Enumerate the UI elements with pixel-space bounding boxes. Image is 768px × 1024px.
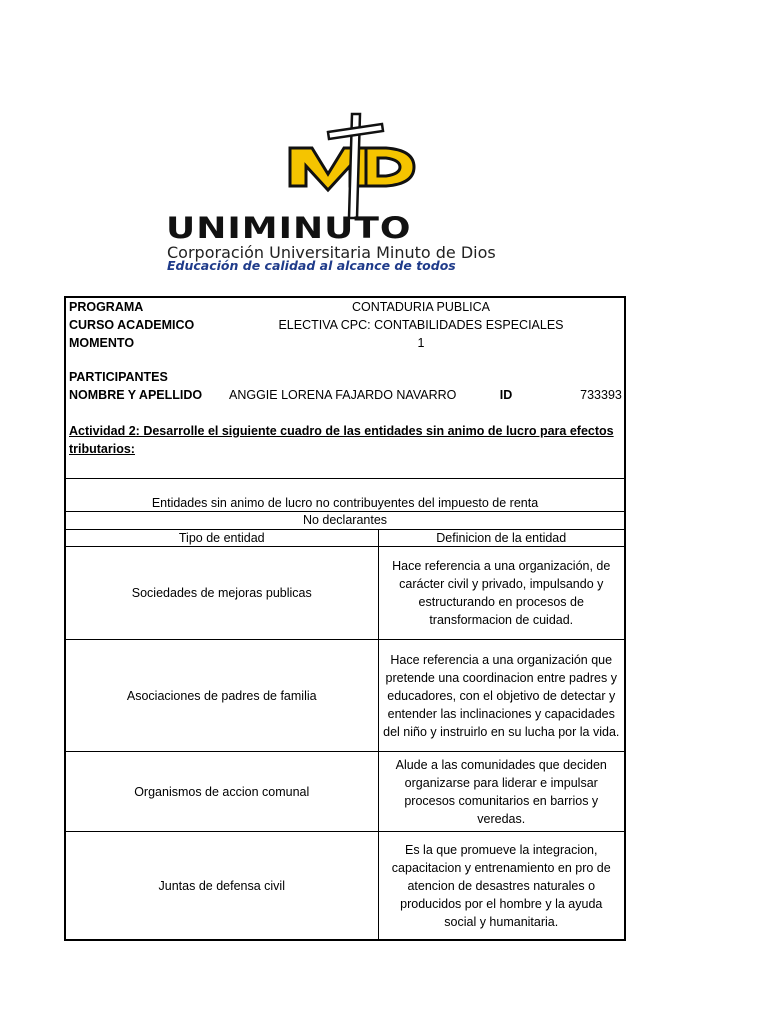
brand-name: UNIMINUTO: [166, 211, 412, 246]
info-section: [66, 298, 624, 479]
table-row: [66, 752, 624, 832]
table-header-row: [66, 530, 624, 547]
table-row: [66, 640, 624, 752]
moment-row: [66, 334, 624, 352]
program-row: [66, 298, 624, 316]
entity-definition-cell: Hace referencia a una organización, de carácter civil y privado, impulsando y estructurando en procesos de transformacion de cuidad.: [378, 547, 624, 640]
entities-table: [66, 530, 624, 940]
name-label: NOMBRE Y APELLIDO: [69, 388, 203, 402]
activity-instructions: Actividad 2: Desarrolle el siguiente cuadro de las entidades sin animo de lucro para efectos tributarios:: [69, 424, 614, 456]
entity-type-cell: Asociaciones de padres de familia: [66, 640, 378, 752]
brand-subtitle: Corporación Universitaria Minuto de Dios: [167, 243, 496, 262]
program-value: CONTADURIA PUBLICA: [352, 300, 490, 314]
course-value: ELECTIVA CPC: CONTABILIDADES ESPECIALES: [278, 318, 564, 332]
id-label: ID: [499, 388, 513, 402]
table-row: [66, 547, 624, 640]
table-subcaption: No declarantes: [66, 512, 624, 530]
entities-table-block: [66, 478, 624, 940]
name-value: ANGGIE LORENA FAJARDO NAVARRO: [229, 388, 457, 402]
id-value: 733393: [580, 388, 622, 402]
program-label: PROGRAMA: [69, 300, 144, 314]
activity-sheet: [64, 296, 626, 941]
participants-row: [66, 368, 624, 386]
entity-type-cell: Organismos de accion comunal: [66, 752, 378, 832]
moment-label: MOMENTO: [69, 336, 135, 350]
entity-definition-cell: Hace referencia a una organización que pretende una coordinacion entre padres y educadores, con el objetivo de detectar y entender las inclinaciones y capacidades del niño y instruirlo en su lucha por la vida.: [378, 640, 624, 752]
participants-label: PARTICIPANTES: [69, 370, 168, 384]
header-entity-definition: Definicion de la entidad: [378, 530, 624, 547]
moment-value: 1: [417, 336, 425, 350]
table-caption-text: Entidades sin animo de lucro no contribuyentes del impuesto de renta: [151, 496, 539, 510]
entity-definition-cell: Es la que promueve la integracion, capacitacion y entrenamiento en pro de atencion de desastres naturales o producidos por el hombre y la ayuda social y humanitaria.: [378, 832, 624, 940]
d-letter-icon: [366, 148, 414, 186]
brand-slogan: Educación de calidad al alcance de todos: [167, 258, 456, 273]
table-row: [66, 832, 624, 940]
course-row: [66, 316, 624, 334]
table-caption: [66, 478, 624, 512]
entity-type-cell: Sociedades de mejoras publicas: [66, 547, 378, 640]
entity-definition-cell: Alude a las comunidades que deciden organizarse para liderar e impulsar procesos comunitarios en barrios y veredas.: [378, 752, 624, 832]
course-label: CURSO ACADEMICO: [69, 318, 195, 332]
name-row: [66, 386, 624, 404]
entity-type-cell: Juntas de defensa civil: [66, 832, 378, 940]
header-entity-type: Tipo de entidad: [66, 530, 378, 547]
